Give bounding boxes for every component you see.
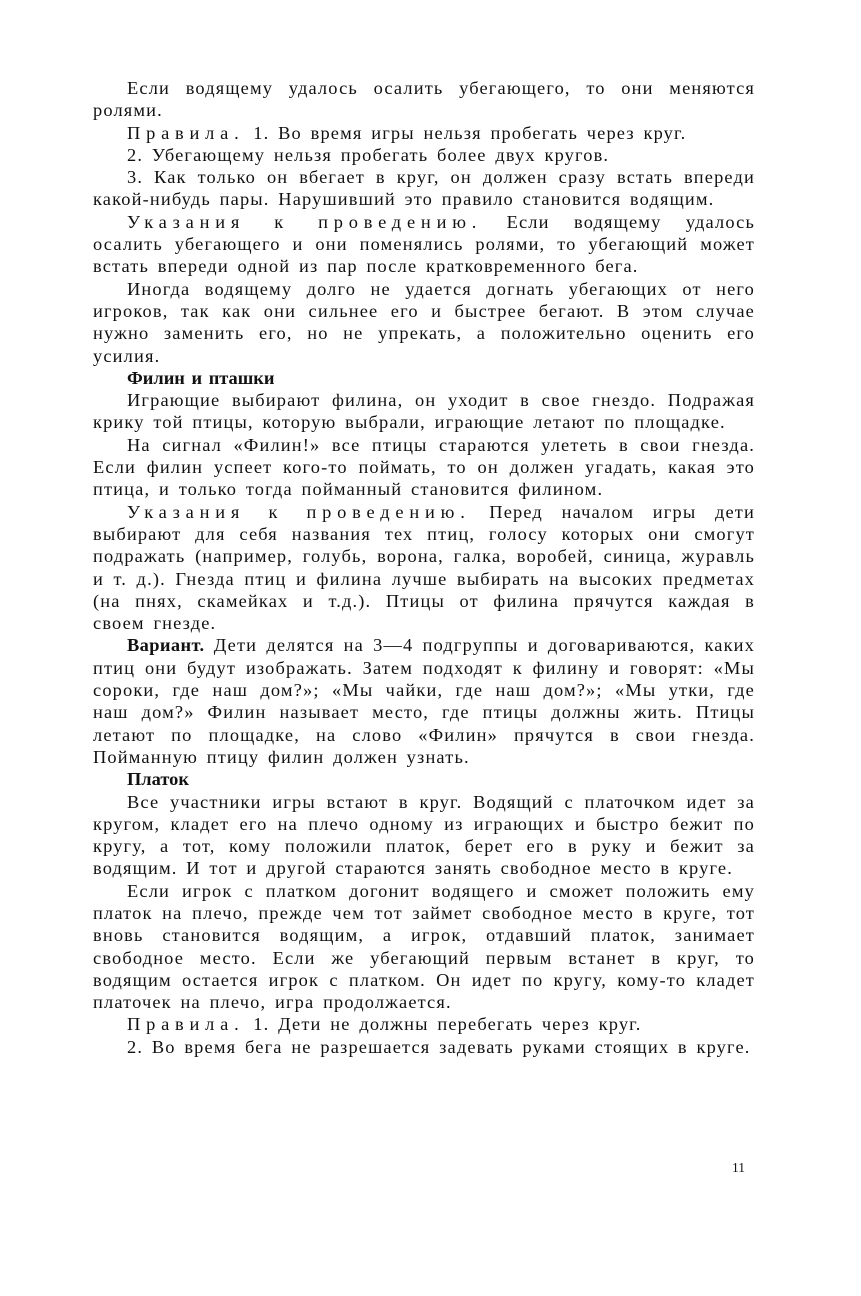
paragraph-instructions-1 bbox=[93, 211, 755, 278]
rules-text: 1. Во время игры нельзя пробегать через круг. bbox=[244, 122, 687, 143]
instructions-text: Перед началом игры дети выбирают для себя названия тех птиц, голосу которых они смогут подражать (например, голубь, ворона, галка, воробей, синица, журавль и т. д.). Гнезда птиц и филина лучше выбирать на высоких предметах (на пнях, скамейках и т.д.). Птицы от филина прячутся каждая в своем гнезде. bbox=[93, 501, 755, 634]
page-number: 11 bbox=[732, 1160, 745, 1175]
paragraph-owl-game-description: Играющие выбирают филина, он уходит в свое гнездо. Подражая крику той птицы, которую выбрали, играющие летают по площадке. bbox=[93, 390, 755, 433]
paragraph-rule-3: 3. Как только он вбегает в круг, он должен сразу встать впереди какой-нибудь пары. Нарушивший это правило становится водящим. bbox=[93, 167, 755, 210]
variant-text: Дети делятся на 3—4 подгруппы и договариваются, каких птиц они будут изображать. Затем подходят к филину и говорят: «Мы сороки, где наш дом?»; «Мы чайки, где наш дом?»; «Мы утки, где наш дом?» Филин называет место, где птицы должны жить. Птицы летают по площадке, на слово «Филин» прячутся в свои гнезда. Пойманную птицу филин должен узнать. bbox=[93, 635, 755, 767]
instructions-label: Указания к проведению. bbox=[127, 211, 483, 232]
paragraph-swap-roles: Если водящему удалось осалить убегающего, то они меняются ролями. bbox=[93, 78, 755, 121]
paragraph-handkerchief-catch: Если игрок с платком догонит водящего и сможет положить ему платок на плечо, прежде чем тот займет свободное место в круге, тот вновь становится водящим, а игрок, отдавший платок, занимает свободное место. Если же убегающий первым встанет в круг, то водящим остается игрок с платком. Он идет по кругу, кому-то кладет платочек на плечо, игра продолжается. bbox=[93, 880, 755, 1013]
paragraph-rules-handkerchief bbox=[93, 1013, 755, 1035]
rules-label: Правила. bbox=[127, 122, 245, 143]
paragraph-instructions-2 bbox=[93, 501, 755, 635]
page-text bbox=[93, 77, 755, 1058]
paragraph-encouragement: Иногда водящему долго не удается догнать убегающих от него игроков, так как они сильнее его и быстрее бегают. В этом случае нужно заменить его, но не упрекать, а положительно оценить его усилия. bbox=[93, 278, 755, 366]
heading-owl-and-birds: Филин и пташки bbox=[127, 367, 275, 388]
paragraph-rule-2: 2. Убегающему нельзя пробегать более двух кругов. bbox=[127, 144, 610, 165]
instructions-label: Указания к проведению. bbox=[127, 501, 471, 522]
paragraph-handkerchief-description: Все участники игры встают в круг. Водящий с платочком идет за кругом, кладет его на плечо одному из играющих и быстро бежит по кругу, а тот, кому положили платок, берет его в руку и бежит за водящим. И тот и другой стараются занять свободное место в круге. bbox=[93, 791, 755, 879]
paragraph-owl-signal: На сигнал «Филин!» все птицы стараются улететь в свои гнезда. Если филин успеет кого-то поймать, то он должен угадать, какая это птица, и только тогда пойманный становится филином. bbox=[93, 434, 755, 500]
heading-handkerchief: Платок bbox=[127, 769, 189, 790]
paragraph-variant bbox=[93, 634, 755, 768]
rules-label: Правила. bbox=[127, 1014, 245, 1035]
paragraph-rules-1 bbox=[93, 122, 755, 144]
rules-text: 1. Дети не должны перебегать через круг. bbox=[244, 1014, 642, 1035]
variant-label: Вариант. bbox=[127, 635, 205, 656]
instructions-text: Если водящему удалось осалить убегающего и они поменялись ролями, то убегающий может встать впереди одной из пар после кратковременного бега. bbox=[93, 211, 755, 277]
paragraph-rule-handkerchief-2: 2. Во время бега не разрешается задевать руками стоящих в круге. bbox=[127, 1036, 751, 1057]
